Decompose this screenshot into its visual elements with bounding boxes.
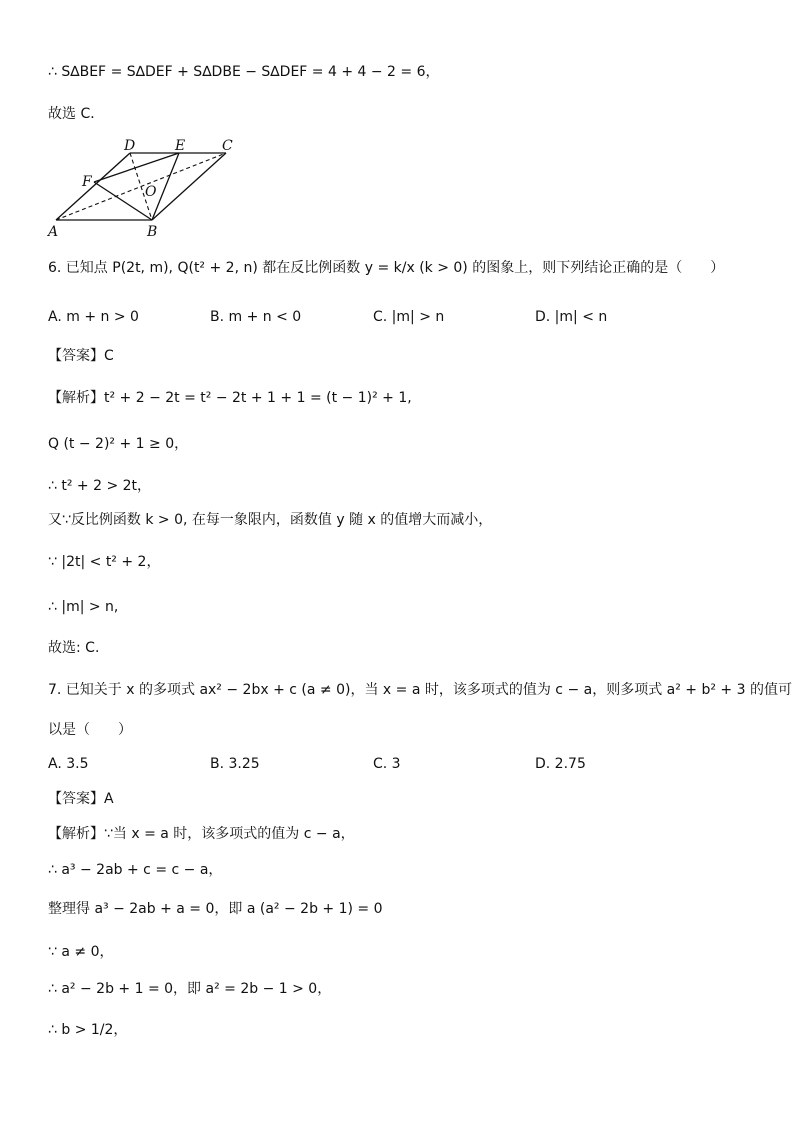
q6-analysis-4: 又∵反比例函数 k > 0, 在每一象限内，函数值 y 随 x 的值增大而减小， — [48, 512, 493, 528]
q6-option-c[interactable]: C. |m| > n — [373, 309, 445, 325]
q7-option-d[interactable]: D. 2.75 — [535, 756, 586, 772]
q7-answer: 【答案】A — [48, 791, 114, 807]
edge-FE — [94, 153, 179, 182]
label-O: O — [145, 184, 157, 200]
q7-option-c[interactable]: C. 3 — [373, 756, 401, 772]
q6-analysis-3: ∴ t² + 2 > 2t， — [48, 478, 152, 494]
q6-analysis-1: 【解析】t² + 2 − 2t = t² − 2t + 1 + 1 = (t − 1)² + 1, — [48, 390, 412, 406]
q6-analysis-2: Q (t − 2)² + 1 ≥ 0， — [48, 436, 189, 452]
label-E: E — [175, 138, 186, 154]
label-D: D — [124, 138, 136, 154]
choice-line: 故选 C． — [48, 106, 105, 122]
solution-line-area: ∴ S∆BEF = S∆DEF + S∆DBE − S∆DEF = 4 + 4 − 2 = 6， — [48, 64, 440, 80]
q7-analysis-4: ∵ a ≠ 0， — [48, 944, 114, 960]
q7-analysis-5: ∴ a² − 2b + 1 = 0，即 a² = 2b − 1 > 0， — [48, 981, 332, 997]
q6-option-b[interactable]: B. m + n < 0 — [210, 309, 302, 325]
edge-FB — [94, 182, 152, 220]
edge-BC — [152, 153, 226, 220]
edge-AD — [56, 153, 130, 220]
q6-analysis-6: ∴ |m| > n, — [48, 599, 119, 615]
parallelogram-figure — [44, 138, 244, 238]
label-C: C — [222, 138, 233, 154]
q7-analysis-1: 【解析】∵当 x = a 时，该多项式的值为 c − a， — [48, 826, 355, 842]
q6-analysis-7: 故选: C. — [48, 640, 100, 656]
label-A: A — [48, 224, 59, 238]
q6-analysis-5: ∵ |2t| < t² + 2， — [48, 554, 161, 570]
label-F: F — [82, 174, 92, 190]
question-7-line-2: 以是（ ） — [48, 722, 132, 738]
q7-analysis-3: 整理得 a³ − 2ab + a = 0，即 a (a² − 2b + 1) = 0 — [48, 901, 383, 917]
q7-analysis-6: ∴ b > 1/2， — [48, 1022, 128, 1038]
q6-option-d[interactable]: D. |m| < n — [535, 309, 608, 325]
q6-option-a[interactable]: A. m + n > 0 — [48, 309, 139, 325]
question-7-line-1: 7. 已知关于 x 的多项式 ax² − 2bx + c (a ≠ 0)，当 x = a 时，该多项式的值为 c − a，则多项式 a² + b² + 3 的值可 — [48, 682, 792, 698]
question-6: 6. 已知点 P(2t, m), Q(t² + 2, n) 都在反比例函数 y = k/x (k > 0) 的图象上，则下列结论正确的是（ ） — [48, 260, 725, 276]
q6-answer: 【答案】C — [48, 348, 114, 364]
q7-analysis-2: ∴ a³ − 2ab + c = c − a， — [48, 862, 223, 878]
q7-option-a[interactable]: A. 3.5 — [48, 756, 89, 772]
label-B: B — [147, 224, 158, 238]
q7-option-b[interactable]: B. 3.25 — [210, 756, 260, 772]
